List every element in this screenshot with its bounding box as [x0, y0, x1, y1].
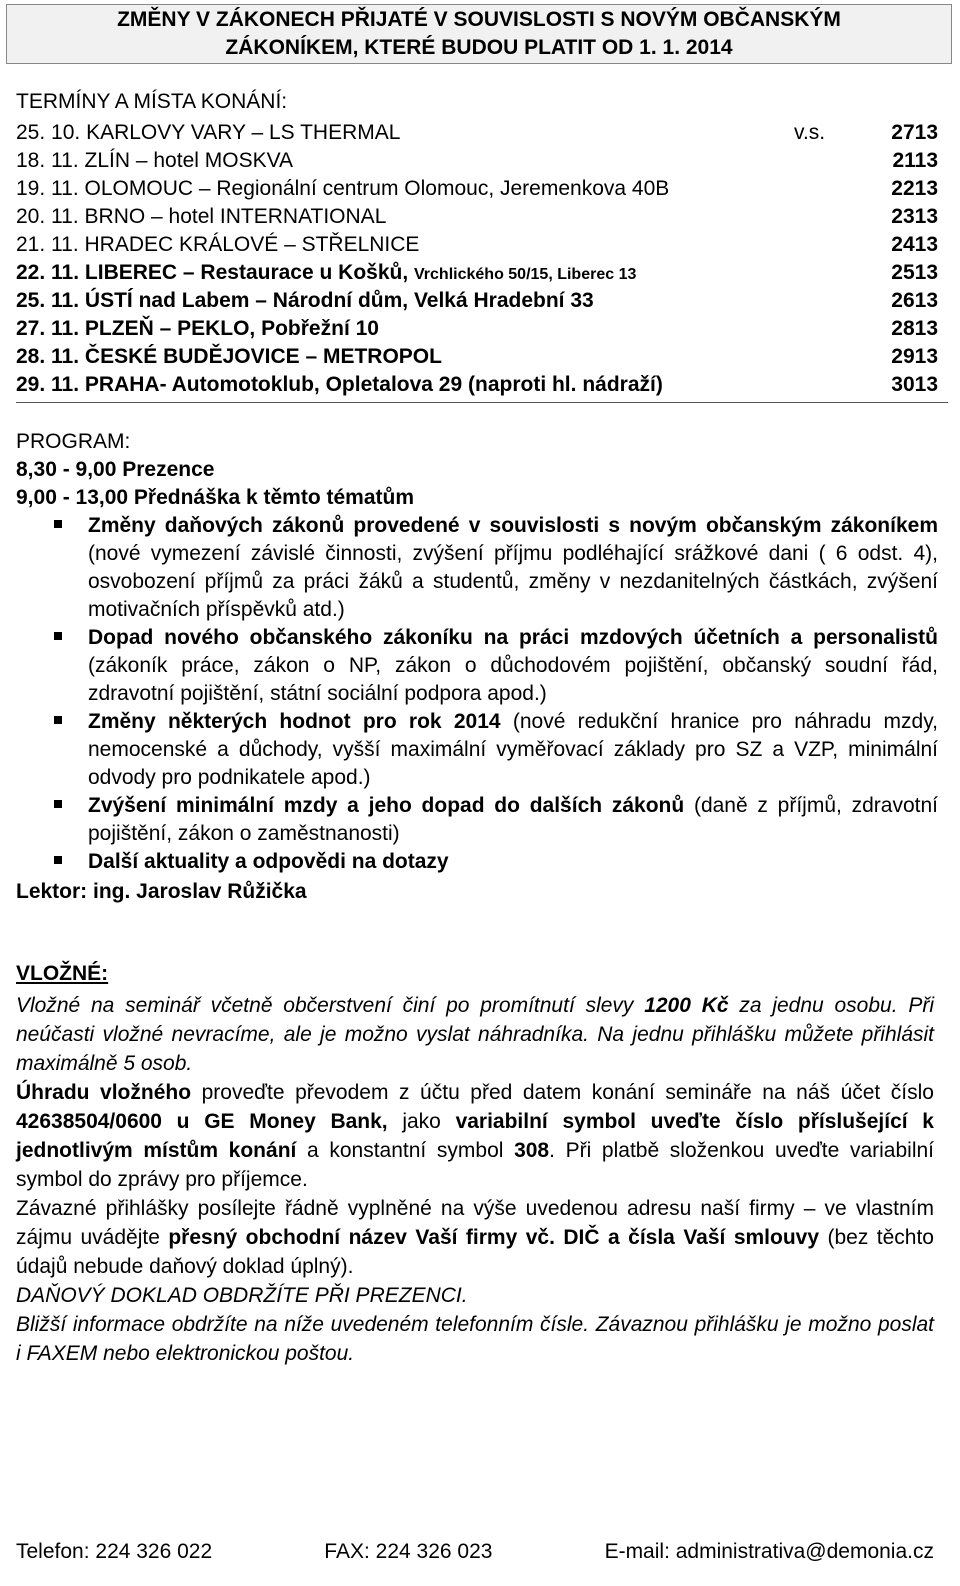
info-paragraph: Bližší informace obdržíte na níže uvedeném telefonním čísle. Závaznou přihlášku je možno poslat i FAXEM nebo elektronickou poštou.: [16, 1313, 934, 1365]
title-line-1: ZMĚNY V ZÁKONECH PŘIJATÉ V SOUVISLOSTI S NOVÝM OBČANSKÝM: [117, 8, 841, 31]
schedule-place: PRAHA- Automotoklub, Opletalova 29 (naproti hl. nádraží): [84, 373, 663, 396]
fee-price: 1200 Kč: [644, 994, 729, 1017]
schedule-row: [16, 119, 938, 147]
schedule-row: [16, 203, 938, 231]
registration-text: (bez těchto údajů nebude daňový doklad úplný).: [16, 1226, 934, 1278]
schedule-date: 29. 11.: [16, 373, 80, 396]
schedule-row: [16, 259, 938, 287]
schedule-list: [16, 119, 938, 399]
topic-item: [16, 512, 938, 624]
topic-detail: (nové vymezení závislé činnosti, zvýšení příjmu podléhající srážkové dani ( 6 odst. 4), osvobození příjmů za práci žáků a studentů, změny v nezdanitelných částkách, zvýšení motivačních příspěvků atd.): [88, 542, 938, 621]
constant-symbol: 308: [514, 1139, 550, 1162]
fee-text: Vložné na seminář včetně občerstvení činí po promítnutí slevy: [16, 994, 645, 1017]
schedule-place-address: Vrchlického 50/15, Liberec 13: [414, 266, 637, 283]
bank-account: 42638504/0600 u GE Money Bank,: [16, 1110, 388, 1133]
divider: [16, 402, 948, 403]
footer-email[interactable]: E-mail: administrativa@demonia.cz: [604, 1540, 934, 1563]
schedule-row: [16, 175, 938, 203]
payment-text: . Při platbě složenkou uveďte variabilní symbol do zprávy pro příjemce.: [16, 1139, 934, 1191]
schedule-place: ČESKÉ BUDĚJOVICE – METROPOL: [84, 345, 442, 368]
footer-contacts: [16, 1540, 934, 1564]
topic-title: Dopad nového občanského zákoníku na práci mzdových účetních a personalistů: [88, 626, 938, 649]
topic-item: [16, 792, 938, 848]
topic-item: [16, 848, 938, 876]
topic-title: Zvýšení minimální mzdy a jeho dopad do dalších zákonů: [88, 794, 685, 817]
topic-detail: (zákoník práce, zákon o NP, zákon o důchodovém pojištění, občanský soudní řád, zdravotní pojištění, státní sociální podpora apod.): [88, 654, 938, 705]
program-line-presence: 8,30 - 9,00 Prezence: [16, 458, 215, 481]
bullet-square-icon: [54, 800, 62, 808]
schedule-place: ZLÍN – hotel MOSKVA: [84, 149, 294, 172]
variable-symbol: 2913: [891, 345, 938, 368]
schedule-date: 22. 11.: [16, 261, 80, 284]
payment-text: jako: [387, 1110, 456, 1133]
program-line-lecture: 9,00 - 13,00 Přednáška k těmto tématům: [16, 486, 415, 509]
topic-detail: (daně z příjmů, zdravotní pojištění, zákon o zaměstnanosti): [88, 794, 938, 845]
schedule-date: 20. 11.: [16, 205, 79, 228]
terms-heading: TERMÍNY A MÍSTA KONÁNÍ:: [16, 90, 288, 113]
vs-label: v.s.: [794, 121, 826, 144]
schedule-place: OLOMOUC – Regionální centrum Olomouc, Jeremenkova 40B: [84, 177, 670, 200]
schedule-place: HRADEC KRÁLOVÉ – STŘELNICE: [84, 233, 420, 256]
schedule-place: ÚSTÍ nad Labem – Národní dům, Velká Hradební 33: [84, 289, 594, 312]
variable-symbol: 2413: [891, 233, 938, 256]
topic-item: [16, 708, 938, 792]
topic-title: Další aktuality a odpovědi na dotazy: [88, 850, 449, 873]
schedule-row: [16, 315, 938, 343]
schedule-date: 25. 10.: [16, 121, 81, 144]
schedule-place: PLZEŇ – PEKLO, Pobřežní 10: [84, 317, 379, 340]
variable-symbol: 2113: [892, 149, 938, 172]
schedule-row: [16, 371, 938, 399]
tax-doc-note: DAŇOVÝ DOKLAD OBDRŽÍTE PŘI PREZENCI.: [16, 1284, 468, 1307]
registration-paragraph: [16, 1194, 934, 1281]
topic-detail: (nové redukční hranice pro náhradu mzdy, nemocenské a důchody, vyšší maximální vyměřovací základy pro SZ a VZP, minimální odvody pro podnikatele apod.): [88, 710, 939, 789]
schedule-date: 25. 11.: [16, 289, 80, 312]
footer-fax: FAX: 224 326 023: [324, 1540, 493, 1563]
variable-symbol: 2513: [891, 261, 938, 284]
variable-symbol: 2213: [891, 177, 938, 200]
bullet-square-icon: [54, 520, 62, 528]
schedule-date: 19. 11.: [16, 177, 79, 200]
variable-symbol: 2713: [891, 121, 938, 144]
bullet-square-icon: [54, 632, 62, 640]
fee-paragraph: [16, 991, 934, 1078]
schedule-date: 28. 11.: [16, 345, 80, 368]
lector: Lektor: ing. Jaroslav Růžička: [16, 880, 307, 903]
payment-paragraph: [16, 1078, 934, 1194]
bullet-square-icon: [54, 716, 62, 724]
topic-item: [16, 624, 938, 708]
fee-heading: VLOŽNÉ:: [16, 962, 109, 985]
schedule-row: [16, 287, 938, 315]
schedule-place: BRNO – hotel INTERNATIONAL: [84, 205, 387, 228]
payment-bold: Úhradu vložného: [16, 1081, 192, 1104]
variable-symbol: 3013: [891, 373, 938, 396]
schedule-place: LIBEREC – Restaurace u Košků,: [84, 261, 409, 284]
payment-text: proveďte převodem z účtu před datem konání semináře na náš účet číslo: [191, 1081, 934, 1104]
variable-symbol: 2613: [891, 289, 938, 312]
variable-symbol: 2813: [891, 317, 938, 340]
registration-bold: přesný obchodní název Vaší firmy vč. DIČ a čísla Vaší smlouvy: [168, 1226, 820, 1249]
title-box: [6, 4, 952, 64]
schedule-date: 21. 11.: [16, 233, 79, 256]
program-heading: PROGRAM:: [16, 430, 131, 453]
schedule-row: [16, 231, 938, 259]
topics-list: [16, 512, 938, 876]
variable-symbol-note: variabilní symbol uveďte číslo příslušející k jednotlivým místům konání: [16, 1110, 934, 1162]
schedule-row: [16, 147, 938, 175]
fee-text: za jednu osobu. Při neúčasti vložné nevracíme, ale je možno vyslat náhradníka. Na jednu přihlášku můžete přihlásit maximálně 5 osob.: [16, 994, 934, 1075]
payment-text: a konstantní symbol: [296, 1139, 515, 1162]
variable-symbol: 2313: [891, 205, 938, 228]
topic-title: Změny daňových zákonů provedené v souvislosti s novým občanským zákoníkem: [88, 514, 938, 537]
fee-section: [16, 991, 934, 1368]
schedule-row: [16, 343, 938, 371]
schedule-date: 18. 11.: [16, 149, 79, 172]
topic-title: Změny některých hodnot pro rok 2014: [88, 710, 501, 733]
footer-phone: Telefon: 224 326 022: [16, 1540, 213, 1563]
bullet-square-icon: [54, 856, 62, 864]
registration-text: Závazné přihlášky posílejte řádně vyplněné na výše uvedenou adresu naší firmy – ve vlastním zájmu uvádějte: [16, 1197, 934, 1249]
title-line-2: ZÁKONÍKEM, KTERÉ BUDOU PLATIT OD 1. 1. 2014: [225, 36, 733, 59]
schedule-date: 27. 11.: [16, 317, 80, 340]
schedule-place: KARLOVY VARY – LS THERMAL: [86, 121, 401, 144]
